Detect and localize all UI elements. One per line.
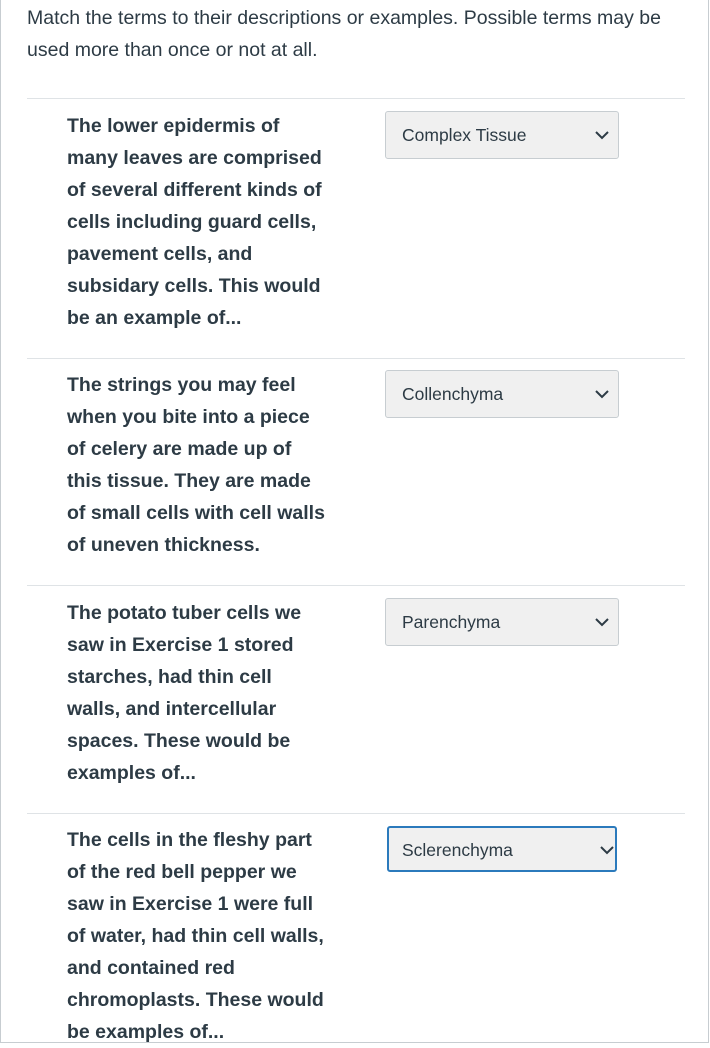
term-select[interactable] [385, 370, 619, 418]
match-prompt: The potato tuber cells we saw in Exercise 1 stored starches, had thin cell walls, and intercellular spaces. These would be examples of... [67, 602, 302, 784]
match-prompt: The strings you may feel when you bite into a piece of celery are made up of this tissue. They are made of small cells with cell walls of uneven thickness. [67, 374, 325, 556]
match-row [27, 813, 685, 1044]
match-row [27, 585, 685, 814]
chevron-down-icon [599, 843, 615, 857]
instructions-text: Match the terms to their descriptions or examples. Possible terms may be used more than once or not at all. [27, 7, 661, 61]
chevron-down-icon [594, 128, 610, 142]
term-select-value: Sclerenchyma [402, 840, 513, 860]
match-prompt: The lower epidermis of many leaves are comprised of several different kinds of cells including guard cells, pavement cells, and subsidary cells. This would be an example of... [67, 115, 322, 329]
term-select[interactable] [385, 598, 619, 646]
term-select-value: Collenchyma [402, 384, 504, 404]
chevron-down-icon [594, 615, 610, 629]
term-select[interactable] [385, 111, 619, 159]
match-row [27, 98, 685, 359]
term-select-value: Parenchyma [402, 612, 501, 632]
term-select[interactable] [387, 826, 617, 872]
chevron-down-icon [594, 387, 610, 401]
term-select-value: Complex Tissue [402, 125, 527, 145]
match-row [27, 358, 685, 586]
match-prompt: The cells in the fleshy part of the red bell pepper we saw in Exercise 1 were full of water, had thin cell walls, and contained red chromoplasts. These would be examples of... [67, 829, 324, 1043]
